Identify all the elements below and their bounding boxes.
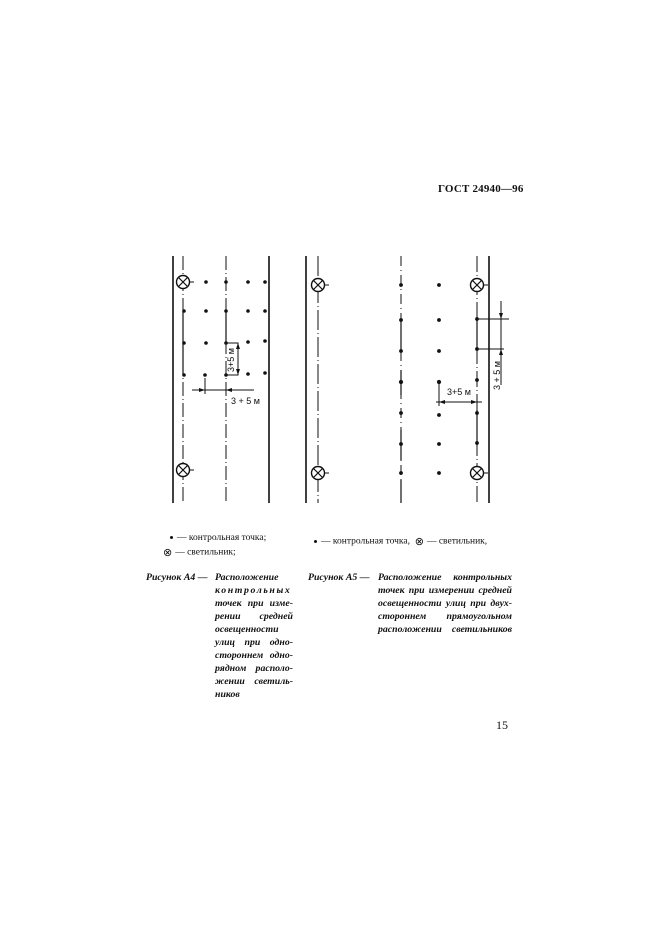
luminaire-icon xyxy=(312,467,330,480)
a5-dim-horizontal-label: 3+5 м xyxy=(447,387,471,397)
figure-a4-label: Рисунок А4 — xyxy=(146,572,208,583)
figure-a5-label: Рисунок А5 — xyxy=(308,572,370,583)
a4-legend-control-point: — контрольная точка; xyxy=(170,533,266,543)
a4-legend-luminaire: ⊗ — светильник; xyxy=(163,547,236,559)
control-point-icon xyxy=(314,540,317,543)
page-number: 15 xyxy=(496,718,508,732)
figure-a4-diagram xyxy=(173,256,269,503)
luminaire-icon xyxy=(312,279,330,292)
control-points xyxy=(182,280,267,377)
control-points xyxy=(399,283,479,475)
figure-a4-caption: Расположение контрольных точек при изме- рении средней освещенности улиц при одно- стороннем одно- рядном располо- жении светиль- ников xyxy=(215,572,293,700)
figure-a5-caption: Расположение контрольных точек при измерении средней освещенности улиц при двух- стороннем прямоугольном расположении светильников xyxy=(378,572,512,635)
luminaire-icon xyxy=(471,279,489,292)
luminaire-icon xyxy=(177,276,195,289)
luminaire-icon xyxy=(471,467,489,480)
standard-code-header: ГОСТ 24940—96 xyxy=(438,183,524,195)
figure-a5-diagram xyxy=(306,256,509,503)
control-point-icon xyxy=(170,536,173,539)
luminaire-icon: ⊗ xyxy=(414,536,424,548)
a4-dim-horizontal-label: 3 + 5 м xyxy=(231,396,260,406)
a5-legend: — контрольная точка, ⊗ — светильник, xyxy=(314,535,487,548)
luminaire-icon xyxy=(177,464,195,477)
a5-dim-vertical-label: 3 + 5 м xyxy=(492,361,502,390)
luminaire-icon: ⊗ xyxy=(163,547,173,559)
a4-dim-vertical-label: 3+5 м xyxy=(226,348,236,372)
